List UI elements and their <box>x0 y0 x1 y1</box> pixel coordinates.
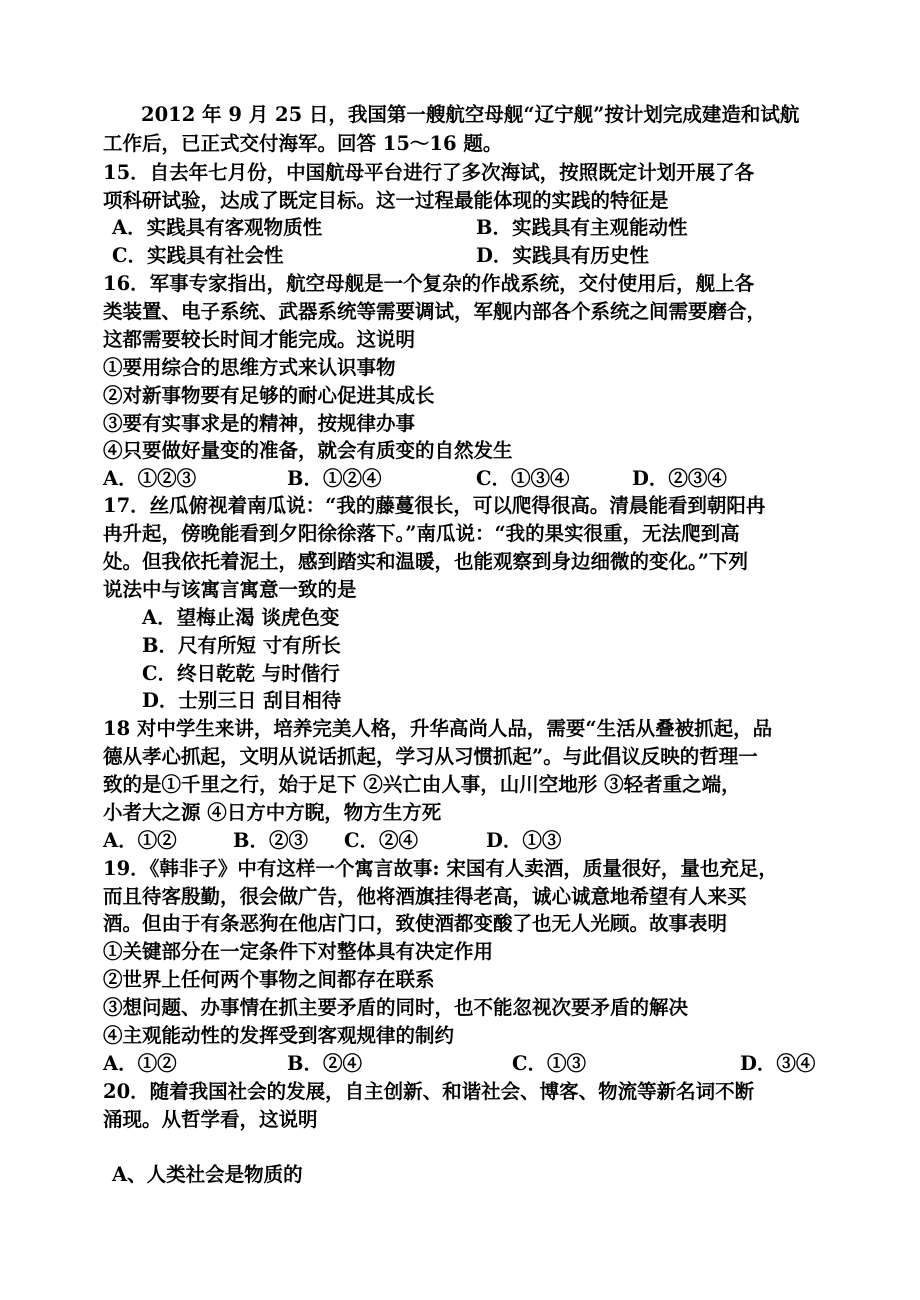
q19-stem-line-2: 而且待客殷勤，很会做广告，他将酒旗挂得老高，诚心诚意地希望有人来买 <box>103 885 747 908</box>
q19-stem-line-3: 酒。但由于有条恶狗在他店门口，致使酒都变酸了也无人光顾。故事表明 <box>103 912 728 935</box>
q19-statement-4: ④主观能动性的发挥受到客观规律的制约 <box>103 1024 455 1047</box>
q16-stem-line-1: 16．军事专家指出，航空母舰是一个复杂的作战系统，交付使用后，舰上各 <box>103 272 755 295</box>
intro-line-2: 工作后，已正式交付海军。回答 15～16 题。 <box>103 132 503 155</box>
q18-option-b: B．②③ <box>233 829 308 852</box>
q19-option-a: A．①② <box>103 1052 177 1075</box>
q18-option-a: A．①② <box>103 829 177 852</box>
q19-statement-2: ②世界上任何两个事物之间都存在联系 <box>103 968 435 991</box>
q19-statement-1: ①关键部分在一定条件下对整体具有决定作用 <box>103 940 494 963</box>
q19-option-d: D．③④ <box>740 1052 816 1075</box>
q17-option-c: C．终日乾乾 与时偕行 <box>142 662 340 685</box>
q17-stem-line-3: 处。但我依托着泥土，感到踏实和温暖，也能观察到身边细微的变化。”下列 <box>103 550 748 573</box>
q16-option-c: C．①③④ <box>476 467 570 490</box>
q19-statement-3: ③想问题、办事情在抓主要矛盾的同时，也不能忽视次要矛盾的解决 <box>103 996 689 1019</box>
q15-option-b: B．实践具有主观能动性 <box>476 216 688 239</box>
q15-option-a: A．实践具有客观物质性 <box>112 216 323 239</box>
q16-statement-3: ③要有实事求是的精神，按规律办事 <box>103 412 416 435</box>
q17-stem-line-4: 说法中与该寓言寓意一致的是 <box>103 578 357 601</box>
q15-stem-line-1: 15．自去年七月份，中国航母平台进行了多次海试，按照既定计划开展了各 <box>103 161 755 184</box>
q16-option-a: A．①②③ <box>103 467 197 490</box>
q16-statement-4: ④只要做好量变的准备，就会有质变的自然发生 <box>103 439 513 462</box>
q16-stem-line-3: 这都需要较长时间才能完成。这说明 <box>103 328 416 351</box>
q19-option-b: B．②④ <box>287 1052 362 1075</box>
q18-stem-line-4: 小者大之源 ④日方中方睨，物方生方死 <box>103 801 442 824</box>
q20-stem-line-2: 涌现。从哲学看，这说明 <box>103 1108 318 1131</box>
q17-stem-line-1: 17．丝瓜俯视着南瓜说：“我的藤蔓很长，可以爬得很高。清晨能看到朝阳冉 <box>103 494 766 517</box>
q20-stem-line-1: 20．随着我国社会的发展，自主创新、和谐社会、博客、物流等新名词不断 <box>103 1080 755 1103</box>
q18-option-c: C．②④ <box>344 829 419 852</box>
q15-option-d: D．实践具有历史性 <box>476 244 649 267</box>
q20-option-a: A、人类社会是物质的 <box>112 1163 303 1186</box>
q19-stem-line-1: 19．《韩非子》中有这样一个寓言故事: 宋国有人卖酒，质量很好，量也充足， <box>103 857 778 880</box>
q16-stem-line-2: 类装置、电子系统、武器系统等需要调试，军舰内部各个系统之间需要磨合， <box>103 300 767 323</box>
intro-line-1: 2012 年 9 月 25 日，我国第一艘航空母舰“辽宁舰”按计划完成建造和试航 <box>141 103 800 126</box>
q18-stem-line-3: 致的是①千里之行，始于足下 ②兴亡由人事，山川空地形 ③轻者重之端， <box>103 773 741 796</box>
q15-option-c: C．实践具有社会性 <box>112 244 284 267</box>
q16-statement-2: ②对新事物要有足够的耐心促进其成长 <box>103 384 435 407</box>
q17-option-d: D．士别三日 刮目相待 <box>142 689 342 712</box>
q18-stem-line-1: 18 对中学生来讲，培养完美人格，升华高尚人品，需要“生活从叠被抓起，品 <box>103 717 773 740</box>
q18-stem-line-2: 德从孝心抓起，文明从说话抓起，学习从习惯抓起”。与此倡议反映的哲理一 <box>103 745 758 768</box>
q17-option-a: A．望梅止渴 谈虎色变 <box>142 606 340 629</box>
q17-option-b: B．尺有所短 寸有所长 <box>142 634 341 657</box>
q16-statement-1: ①要用综合的思维方式来认识事物 <box>103 356 396 379</box>
q16-option-b: B．①②④ <box>287 467 382 490</box>
q17-stem-line-2: 冉升起，傍晚能看到夕阳徐徐落下。”南瓜说：“我的果实很重，无法爬到高 <box>103 522 740 545</box>
q15-stem-line-2: 项科研试验，达成了既定目标。这一过程最能体现的实践的特征是 <box>103 189 669 212</box>
q18-option-d: D．①③ <box>486 829 562 852</box>
q16-option-d: D．②③④ <box>632 467 727 490</box>
q19-option-c: C．①③ <box>512 1052 587 1075</box>
